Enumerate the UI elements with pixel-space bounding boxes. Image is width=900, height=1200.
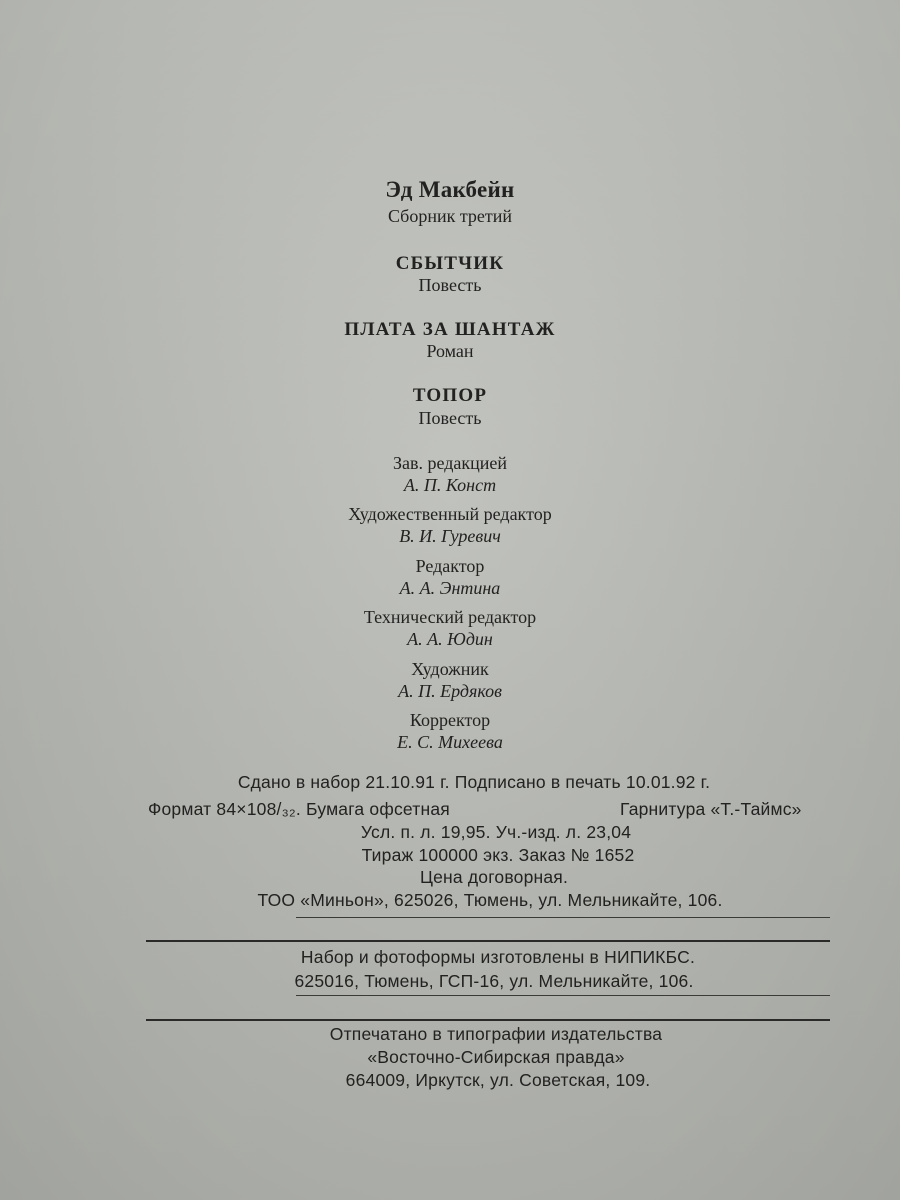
work-title-2: ПЛАТА ЗА ШАНТАЖ xyxy=(344,319,556,340)
printing-line-2: «Восточно-Сибирская правда» xyxy=(367,1047,625,1067)
imprint-format: Формат 84×108/₃₂. Бумага офсетная xyxy=(148,799,450,819)
work-genre-1: Повесть xyxy=(418,275,482,295)
credit-role-5: Художник xyxy=(411,659,489,679)
work-title-1: СБЫТЧИК xyxy=(395,253,505,274)
credit-name-4: А. А. Юдин xyxy=(407,629,493,649)
divider-1 xyxy=(146,940,830,942)
imprint-price: Цена договорная. xyxy=(419,867,569,887)
credit-name-3: А. А. Энтина xyxy=(399,578,501,598)
imprint-dates: Сдано в набор 21.10.91 г. Подписано в печать 10.01.92 г. xyxy=(237,772,711,792)
credit-role-4: Технический редактор xyxy=(363,607,537,627)
credit-role-1: Зав. редакцией xyxy=(392,453,508,473)
typesetting-line-2: 625016, Тюмень, ГСП-16, ул. Мельникайте, 106. xyxy=(294,971,694,991)
credit-role-2: Художественный редактор xyxy=(348,504,552,524)
divider-upper-short xyxy=(296,917,830,918)
credit-name-6: Е. С. Михеева xyxy=(397,732,503,752)
work-title-3: ТОПОР xyxy=(412,385,488,406)
credit-name-5: А. П. Ердяков xyxy=(398,681,502,701)
credit-role-6: Корректор xyxy=(409,710,491,730)
typesetting-line-1: Набор и фотоформы изготовлены в НИПИКБС. xyxy=(300,947,696,967)
imprint-sheets: Усл. п. л. 19,95. Уч.-изд. л. 23,04 xyxy=(360,822,632,842)
imprint-publisher: ТОО «Миньон», 625026, Тюмень, ул. Мельникайте, 106. xyxy=(257,890,723,910)
collection-title: Сборник третий xyxy=(387,206,513,226)
work-genre-3: Повесть xyxy=(418,408,482,428)
credit-name-1: А. П. Конст xyxy=(403,475,497,495)
printing-line-3: 664009, Иркутск, ул. Советская, 109. xyxy=(345,1070,651,1090)
divider-2 xyxy=(146,1019,830,1021)
work-genre-2: Роман xyxy=(426,341,474,361)
author-name: Эд Макбейн xyxy=(385,177,515,202)
printing-line-1: Отпечатано в типографии издательства xyxy=(329,1024,663,1044)
divider-lower-short xyxy=(296,995,830,996)
credit-role-3: Редактор xyxy=(415,556,485,576)
credit-name-2: В. И. Гуревич xyxy=(399,526,501,546)
imprint-typeface: Гарнитура «Т.-Таймс» xyxy=(620,799,802,819)
imprint-print-run: Тираж 100000 экз. Заказ № 1652 xyxy=(361,845,635,865)
